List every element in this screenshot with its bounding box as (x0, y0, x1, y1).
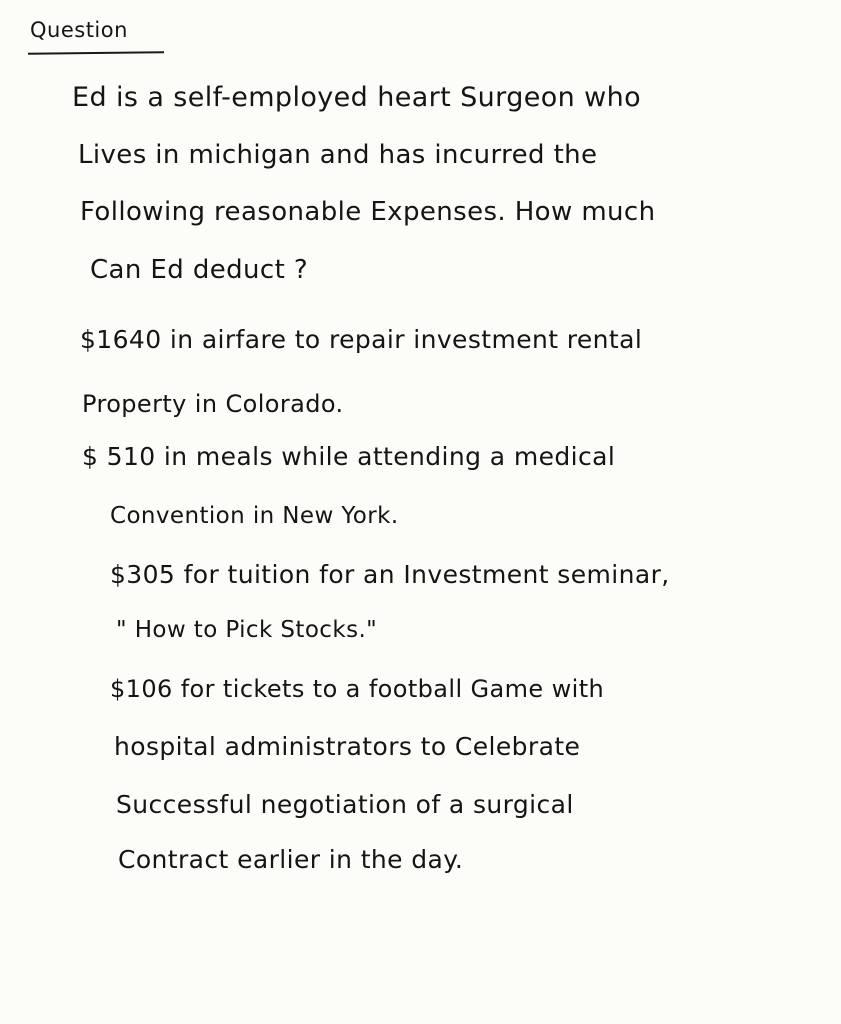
expense-line: Convention in New York. (110, 503, 399, 529)
expense-line: Property in Colorado. (82, 390, 344, 418)
heading-underline (28, 51, 164, 54)
expense-line: " How to Pick Stocks." (116, 617, 378, 643)
text-line: Can Ed deduct ? (90, 255, 309, 285)
expense-line: hospital administrators to Celebrate (114, 732, 581, 761)
question-heading: Question (30, 18, 128, 42)
expense-line: Successful negotiation of a surgical (116, 790, 574, 819)
expense-line: Contract earlier in the day. (118, 845, 464, 874)
text-line: Lives in michigan and has incurred the (78, 140, 598, 170)
text-line: Ed is a self-employed heart Surgeon who (72, 82, 642, 113)
expense-line: $ 510 in meals while attending a medical (82, 442, 616, 471)
expense-line: $305 for tuition for an Investment seminar, (110, 560, 670, 589)
text-line: Following reasonable Expenses. How much (80, 197, 656, 227)
expense-line: $106 for tickets to a football Game with (110, 675, 605, 703)
expense-line: $1640 in airfare to repair investment rental (80, 325, 643, 354)
